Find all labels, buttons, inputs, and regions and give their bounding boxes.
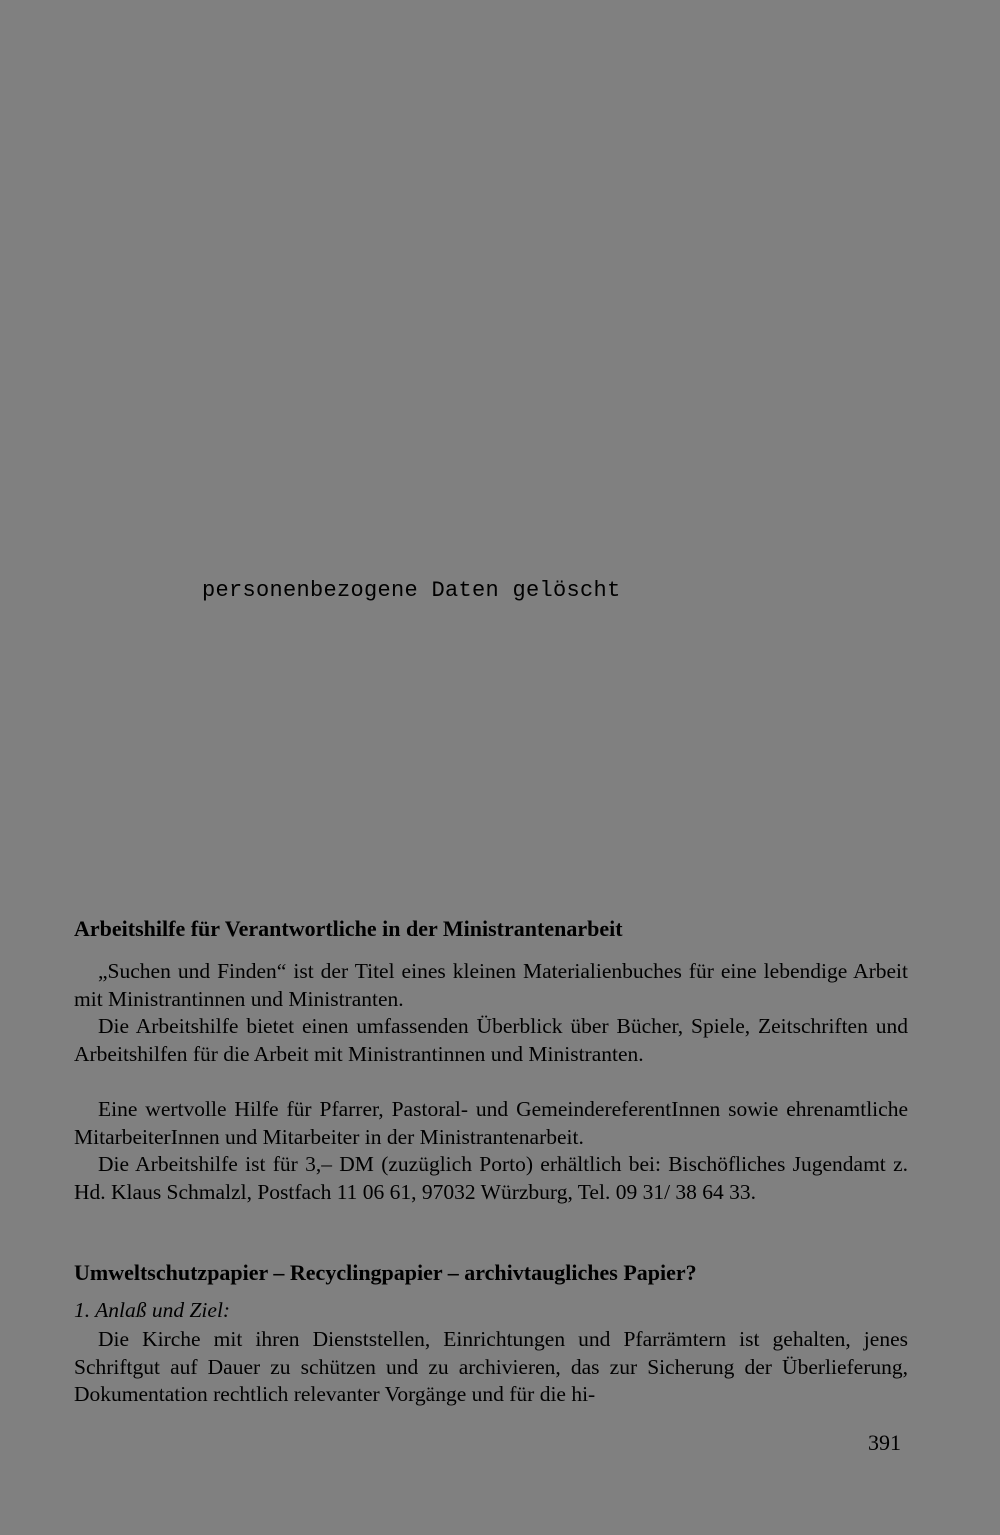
redaction-notice: personenbezogene Daten gelöscht [202,578,621,603]
paragraph: Die Arbeitshilfe bietet einen umfassenden Überblick über Bücher, Spiele, Zeitschriften und Arbeitshilfen für die Arbeit mit Ministrantinnen und Ministranten. [74,1014,908,1066]
paragraph: „Suchen und Finden“ ist der Titel eines kleinen Materialienbuches für eine lebendige Arbeit mit Ministrantinnen und Ministranten. [74,959,908,1011]
paragraph: Die Kirche mit ihren Dienststellen, Einrichtungen und Pfarrämtern ist gehalten, jenes Schriftgut auf Dauer zu schützen und zu archivieren, das zur Sicherung der Überlieferung, Dokumentation rechtlich relevanter Vorgänge und für die hi- [74,1327,908,1406]
section-heading-ministrantenarbeit: Arbeitshilfe für Verantwortliche in der Ministrantenarbeit [74,916,623,941]
page-number: 391 [868,1430,901,1455]
section-heading-papier: Umweltschutzpapier – Recyclingpapier – archivtaugliches Papier? [74,1260,697,1285]
subheading-anlass-und-ziel: 1. Anlaß und Ziel: [74,1298,231,1322]
paragraph: Eine wertvolle Hilfe für Pfarrer, Pastoral- und GemeindereferentInnen sowie ehrenamtliche MitarbeiterInnen und Mitarbeiter in der Ministrantenarbeit. [74,1097,908,1149]
paragraph: Die Arbeitshilfe ist für 3,– DM (zuzüglich Porto) erhältlich bei: Bischöfliches Jugendamt z. Hd. Klaus Schmalzl, Postfach 11 06 61, 97032 Würzburg, Tel. 09 31/ 38 64 33. [74,1152,908,1204]
